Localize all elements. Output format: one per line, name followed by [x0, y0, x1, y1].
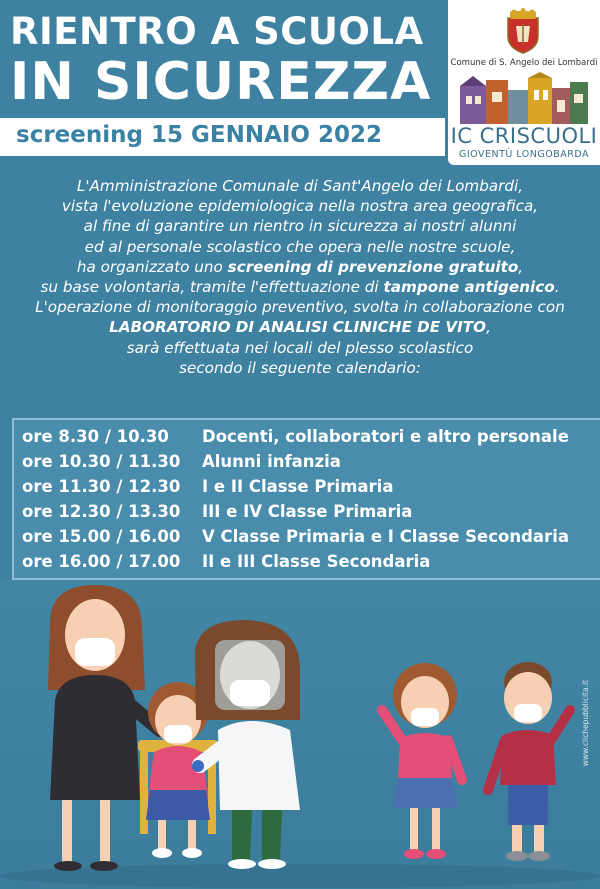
intro-text: su base volontaria, tramite l'effettuazione di — [40, 278, 384, 297]
intro-line: L'Amministrazione Comunale di Sant'Angelo dei Lombardi, — [76, 177, 524, 195]
schedule-row — [14, 552, 600, 576]
schedule-row — [14, 527, 600, 551]
title-line-2: IN SICUREZZA — [10, 52, 432, 112]
intro-emphasis: tampone antigenico — [383, 278, 555, 297]
intro-line — [20, 277, 580, 297]
intro-line: vista l'evoluzione epidemiologica nella nostra area geografica, — [61, 197, 539, 216]
schedule-group: Alunni infanzia — [202, 452, 341, 471]
schedule-group: V Classe Primaria e I Classe Secondaria — [202, 527, 569, 546]
intro-text: , — [486, 318, 491, 337]
schedule-group: III e IV Classe Primaria — [202, 502, 413, 521]
schedule-time: ore 11.30 / 12.30 — [22, 477, 181, 496]
schedule-group: II e III Classe Secondaria — [202, 552, 431, 571]
comune-label: Comune di S. Angelo dei Lombardi — [450, 58, 598, 68]
title-block — [0, 0, 445, 160]
intro-line: sarà effettuata nei locali del plesso scolastico — [126, 338, 474, 357]
intro-line — [20, 317, 580, 337]
schedule-row — [14, 427, 600, 451]
credit-text: www.clichepubblicita.it — [581, 680, 590, 767]
schedule-table — [12, 418, 600, 580]
schedule-group: I e II Classe Primaria — [202, 477, 394, 496]
coat-of-arms-icon — [504, 8, 542, 54]
intro-line: secondo il seguente calendario: — [179, 358, 421, 377]
intro-line: ed al personale scolastico che opera nelle nostre scuole, — [84, 237, 516, 256]
lab-name: LABORATORIO DI ANALISI CLINICHE DE VITO — [109, 318, 487, 337]
town-houses-logo — [460, 72, 588, 124]
schedule-time: ore 10.30 / 11.30 — [22, 452, 181, 471]
standing-boy — [488, 662, 570, 861]
schedule-time: ore 12.30 / 13.30 — [22, 502, 181, 521]
schedule-time: ore 8.30 / 10.30 — [22, 427, 169, 446]
schedule-row — [14, 477, 600, 501]
illustration — [0, 580, 600, 889]
school-name: IC CRISCUOLI — [450, 124, 598, 148]
schedule-time: ore 15.00 / 16.00 — [22, 527, 181, 546]
schedule-time: ore 16.00 / 17.00 — [22, 552, 181, 571]
title-line-1: RIENTRO A SCUOLA — [10, 10, 424, 53]
intro-line: al fine di garantire un rientro in sicurezza ai nostri alunni — [83, 217, 517, 236]
intro-text: . — [554, 278, 560, 297]
intro-text: ha organizzato uno — [76, 257, 228, 276]
subtitle: screening 15 GENNAIO 2022 — [16, 122, 383, 148]
standing-girl — [382, 663, 462, 859]
intro-text: , — [518, 257, 524, 276]
intro-line: L'operazione di monitoraggio preventivo, svolta in collaborazione con — [35, 298, 565, 317]
schedule-row — [14, 452, 600, 476]
schedule-group: Docenti, collaboratori e altro personale — [202, 427, 569, 446]
schedule-row — [14, 502, 600, 526]
intro-paragraph — [20, 176, 580, 378]
logo-box — [448, 0, 600, 165]
intro-line — [20, 257, 580, 277]
school-subtitle: GIOVENTÙ LONGOBARDA — [459, 149, 589, 160]
intro-emphasis: screening di prevenzione gratuito — [227, 257, 519, 276]
